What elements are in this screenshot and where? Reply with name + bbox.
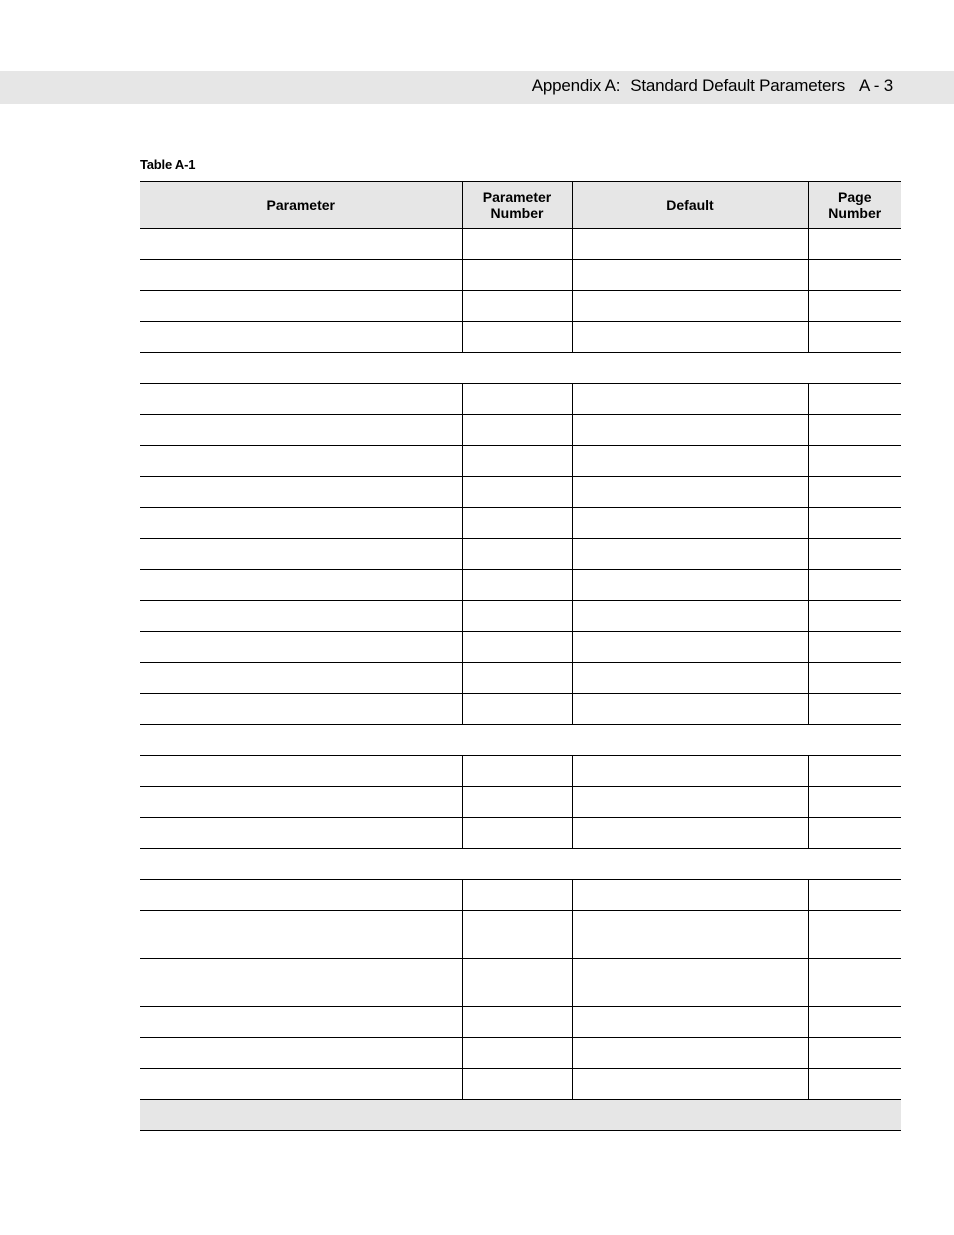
table-row [140, 539, 901, 570]
column-header-parameter: Parameter [140, 182, 462, 229]
column-header-default: Default [572, 182, 808, 229]
page-number: A - 3 [859, 76, 893, 95]
table-row [140, 756, 901, 787]
appendix-label: Appendix A: [531, 76, 621, 95]
table-row [140, 880, 901, 911]
table-row [140, 663, 901, 694]
table-row [140, 1069, 901, 1100]
table-row [140, 508, 901, 539]
table-row [140, 446, 901, 477]
column-header-parameter-number: Parameter Number [462, 182, 572, 229]
table-row [140, 694, 901, 725]
table-row [140, 1038, 901, 1069]
table-row [140, 229, 901, 260]
section-row [140, 725, 901, 756]
table-row [140, 601, 901, 632]
table-row [140, 260, 901, 291]
table-row [140, 959, 901, 1007]
table-row [140, 911, 901, 959]
section-row-shaded [140, 1100, 901, 1131]
table-row [140, 322, 901, 353]
table-row [140, 384, 901, 415]
table-header-row [140, 182, 901, 229]
table-caption: Table A-1 [140, 157, 196, 172]
section-row [140, 849, 901, 880]
table-row [140, 818, 901, 849]
default-parameters-table [140, 181, 901, 1131]
table-row [140, 632, 901, 663]
running-header [532, 76, 893, 96]
table-row [140, 291, 901, 322]
column-header-page-number: Page Number [808, 182, 901, 229]
table-row [140, 415, 901, 446]
table-row [140, 477, 901, 508]
table-row [140, 787, 901, 818]
table-row [140, 1007, 901, 1038]
chapter-title: Standard Default Parameters [630, 76, 846, 95]
table-row [140, 570, 901, 601]
section-row [140, 353, 901, 384]
